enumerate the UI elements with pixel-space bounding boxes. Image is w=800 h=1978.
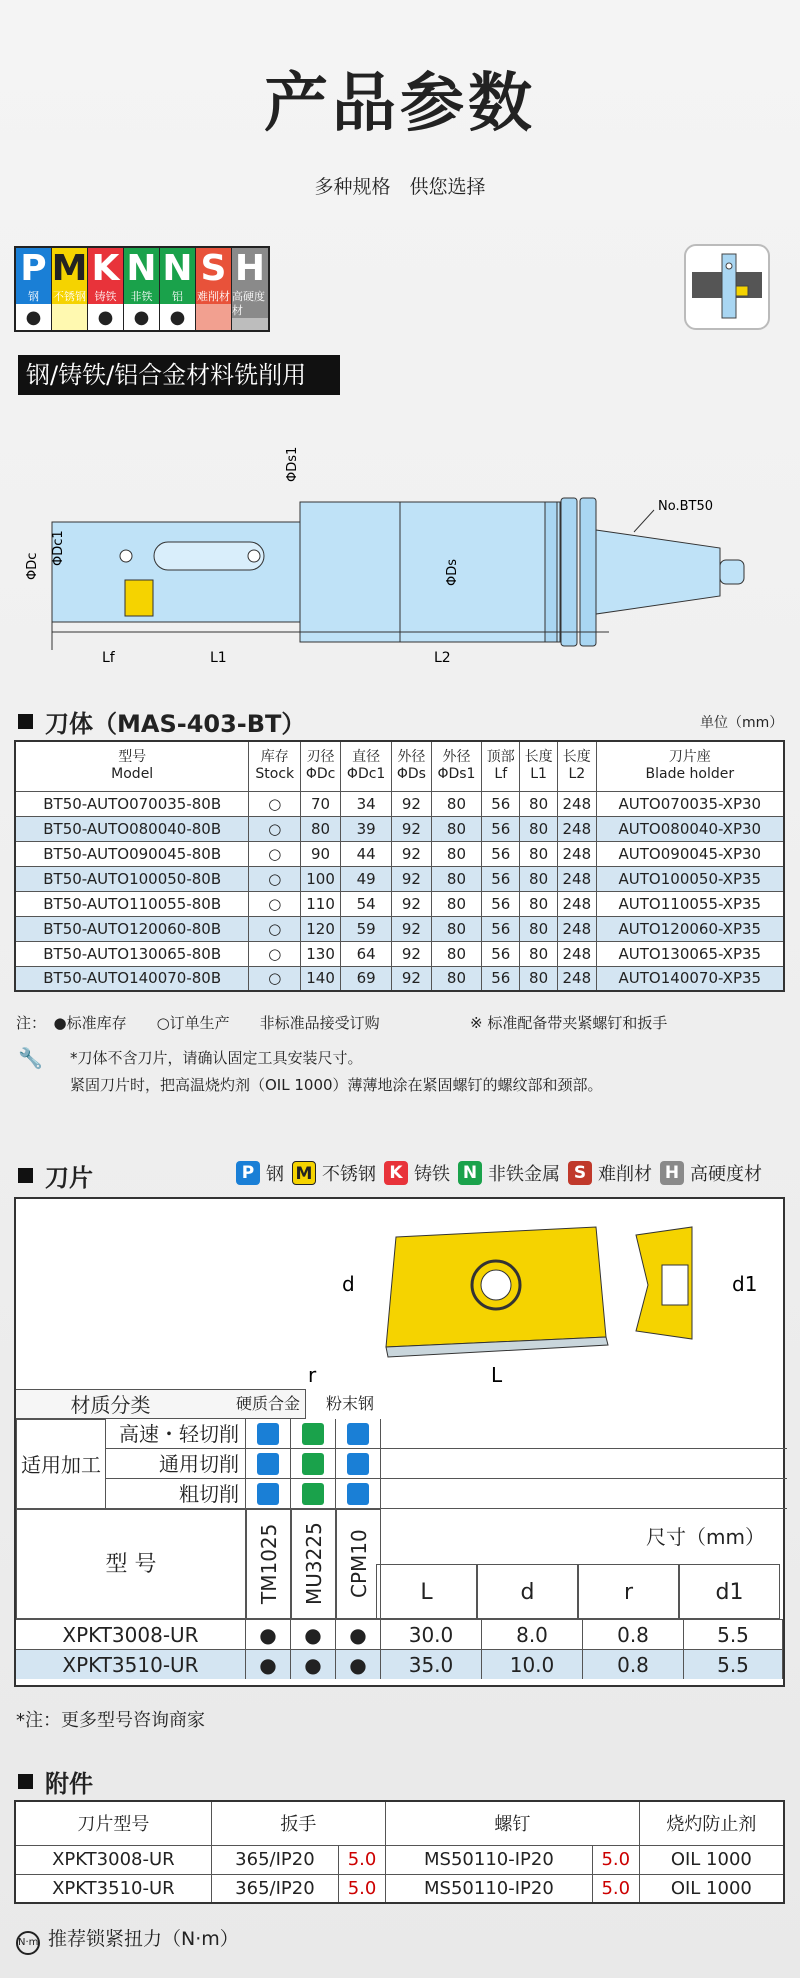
blade-cell: 10.0 (482, 1650, 583, 1679)
grade-header: CPM10 (336, 1509, 381, 1619)
size-col-header: r (578, 1564, 679, 1619)
dia-label-ds: ΦDs (445, 558, 460, 586)
app-row (106, 1419, 787, 1449)
len-label-lf: Lf (102, 650, 115, 666)
blade-cell: 0.8 (583, 1620, 684, 1649)
col-header: 外径 ΦDs (392, 741, 431, 791)
blade-cell: 30.0 (381, 1620, 482, 1649)
wrench-note-icon: 🔧 (18, 1046, 43, 1070)
app-label: 粗切削 (106, 1479, 246, 1508)
model-label: 型 号 (16, 1509, 246, 1619)
n-badge-icon (302, 1453, 324, 1475)
table-row: BT50-AUTO070035-80B ○ 70 34 92 80 56 80 248 AUTO070035-XP30 (15, 791, 784, 816)
blade-cell: ● (246, 1620, 291, 1649)
acc-section-title: 附件 (18, 1764, 93, 1799)
table-row: XPKT3510-UR 365/IP20 5.0 MS50110-IP20 5.0 OIL 1000 (15, 1874, 784, 1903)
dia-label-dc1: ΦDc1 (51, 530, 66, 566)
pk-badge-icon (347, 1423, 369, 1445)
dim-L: L (491, 1363, 503, 1387)
size-label: 尺寸（mm） (646, 1525, 765, 1549)
legend-n-badge: N (458, 1161, 482, 1185)
legend-label: 高硬度材 (690, 1164, 762, 1185)
table-row: BT50-AUTO130065-80B ○ 130 64 92 80 56 80 248 AUTO130065-XP35 (15, 941, 784, 966)
app-row (106, 1449, 787, 1479)
grade-header: MU3225 (291, 1509, 336, 1619)
app-grade-cell (336, 1479, 381, 1508)
pk-badge-icon (347, 1453, 369, 1475)
legend-h-badge: H (660, 1161, 684, 1185)
col-header: 长度 L1 (520, 741, 558, 791)
blade-model: XPKT3008-UR (16, 1620, 246, 1649)
material-s-5: S 难削材 (196, 248, 232, 330)
app-label: 通用切削 (106, 1449, 246, 1478)
unit-label: 单位（mm） (700, 715, 784, 731)
dia-label-ds1: ΦDs1 (285, 446, 300, 482)
blade-cell: 35.0 (381, 1650, 482, 1679)
blade-cell: ● (291, 1620, 336, 1649)
app-grade-cell (291, 1419, 336, 1448)
blade-cell: ● (291, 1650, 336, 1679)
blade-row (16, 1619, 783, 1649)
legend-m-badge: M (292, 1161, 316, 1185)
material-h-6: H 高硬度材 (232, 248, 268, 330)
pk-badge-icon (257, 1483, 279, 1505)
dia-label-dc: ΦDc (25, 552, 40, 580)
insert-drawing (308, 1217, 786, 1387)
table-row: BT50-AUTO090045-80B ○ 90 44 92 80 56 80 248 AUTO090045-XP30 (15, 841, 784, 866)
col-header: 刀片座 Blade holder (596, 741, 784, 791)
acc-col-header: 扳手 (211, 1801, 385, 1845)
blade-cell: ● (246, 1650, 291, 1679)
blade-cell: 0.8 (583, 1650, 684, 1679)
mat-class-label: 材质分类 (16, 1389, 306, 1419)
page-title: 产品参数 (264, 67, 536, 141)
dim-d: d (342, 1272, 355, 1296)
col-header: 库存 Stock (249, 741, 301, 791)
col-header: 外径 ΦDs1 (431, 741, 482, 791)
size-col-header: d1 (679, 1564, 780, 1619)
material-m-1: M 不锈钢 (52, 248, 88, 330)
material-p-0: P 钢 ● (16, 248, 52, 330)
acc-col-header: 烧灼防止剂 (639, 1801, 784, 1845)
table-row: BT50-AUTO110055-80B ○ 110 54 92 80 56 80 248 AUTO110055-XP35 (15, 891, 784, 916)
size-col-header: L (376, 1564, 477, 1619)
table-row: BT50-AUTO080040-80B ○ 80 39 92 80 56 80 248 AUTO080040-XP30 (15, 816, 784, 841)
app-grade-cell (246, 1419, 291, 1448)
blade-footnote: *注：更多型号咨询商家 (16, 1710, 205, 1731)
torque-note: N·m 推荐锁紧扭力（N·m） (16, 1924, 239, 1955)
material-table (14, 246, 270, 332)
col-header: 顶部 Lf (482, 741, 520, 791)
page-subtitle: 多种规格 供您选择 (314, 176, 486, 198)
legend-s-badge: S (568, 1161, 592, 1185)
col-header: 刃径 ΦDc (301, 741, 341, 791)
note-line-1: *刀体不含刀片，请确认固定工具安装尺寸。 (70, 1049, 363, 1067)
material-legend (228, 1160, 762, 1186)
len-label-l1: L1 (210, 650, 227, 666)
size-col-header: d (477, 1564, 578, 1619)
carbide-label: 硬质合金 (236, 1394, 301, 1413)
holder-thumbnail (684, 244, 770, 330)
legend-label: 难削材 (598, 1164, 652, 1185)
taper-label: No.BT50 (658, 499, 713, 514)
app-label: 高速・轻切削 (106, 1419, 246, 1448)
cutter-body-drawing (14, 446, 794, 680)
len-label-l2: L2 (434, 650, 451, 666)
legend-label: 铸铁 (414, 1164, 450, 1185)
legend-label: 非铁金属 (488, 1164, 560, 1185)
app-grade-cell (291, 1479, 336, 1508)
blade-section-title: 刀片 (18, 1158, 93, 1193)
n-badge-icon (302, 1423, 324, 1445)
app-grade-cell (336, 1449, 381, 1478)
blade-cell: ● (336, 1620, 381, 1649)
blade-cell: 5.5 (684, 1620, 783, 1649)
pk-badge-icon (347, 1483, 369, 1505)
body-section-title: 刀体（MAS-403-BT） (18, 704, 305, 739)
table-row: BT50-AUTO120060-80B ○ 120 59 92 80 56 80 248 AUTO120060-XP35 (15, 916, 784, 941)
pm-steel-label: 粉末钢 (326, 1394, 375, 1413)
legend-label: 不锈钢 (322, 1164, 376, 1185)
material-n-4: N 铝 ● (160, 248, 196, 330)
material-n-3: N 非铁 ● (124, 248, 160, 330)
dim-r: r (308, 1363, 317, 1387)
table-row: BT50-AUTO100050-80B ○ 100 49 92 80 56 80 248 AUTO100050-XP35 (15, 866, 784, 891)
n-badge-icon (302, 1483, 324, 1505)
pk-badge-icon (257, 1453, 279, 1475)
blade-row (16, 1649, 783, 1679)
dim-d1: d1 (732, 1272, 758, 1296)
table-row: BT50-AUTO140070-80B ○ 140 69 92 80 56 80 248 AUTO140070-XP35 (15, 966, 784, 991)
body-spec-table (14, 740, 785, 992)
legend-k-badge: K (384, 1161, 408, 1185)
blade-cell: 8.0 (482, 1620, 583, 1649)
table-row: XPKT3008-UR 365/IP20 5.0 MS50110-IP20 5.0 OIL 1000 (15, 1845, 784, 1874)
blade-panel (14, 1197, 785, 1687)
pk-badge-icon (257, 1423, 279, 1445)
note-line-2: 紧固刀片时，把高温烧灼剂（OIL 1000）薄薄地涂在紧固螺钉的螺纹部和颈部。 (70, 1076, 603, 1094)
material-k-2: K 铸铁 ● (88, 248, 124, 330)
app-grade-cell (246, 1449, 291, 1478)
app-grade-cell (246, 1479, 291, 1508)
blade-model: XPKT3510-UR (16, 1650, 246, 1679)
acc-col-header: 刀片型号 (15, 1801, 211, 1845)
legend-p-badge: P (236, 1161, 260, 1185)
accessory-table (14, 1800, 785, 1904)
legend-label: 钢 (266, 1164, 284, 1185)
col-header: 型号 Model (15, 741, 249, 791)
grade-header: TM1025 (246, 1509, 291, 1619)
usage-band: 钢/铸铁/铝合金材料铣削用 (18, 355, 340, 395)
stock-legend: 注： ●标准库存 ○订单生产 非标准品接受订购 (16, 1014, 380, 1032)
col-header: 长度 L2 (557, 741, 596, 791)
std-note: ※ 标准配备带夹紧螺钉和扳手 (470, 1014, 668, 1032)
torque-icon: N·m (16, 1931, 40, 1955)
col-header: 直径 ΦDc1 (340, 741, 391, 791)
app-row (106, 1479, 787, 1509)
acc-col-header: 螺钉 (385, 1801, 639, 1845)
blade-cell: 5.5 (684, 1650, 783, 1679)
app-grade-cell (291, 1449, 336, 1478)
apply-label: 适用加工 (16, 1419, 106, 1509)
app-grade-cell (336, 1419, 381, 1448)
blade-cell: ● (336, 1650, 381, 1679)
